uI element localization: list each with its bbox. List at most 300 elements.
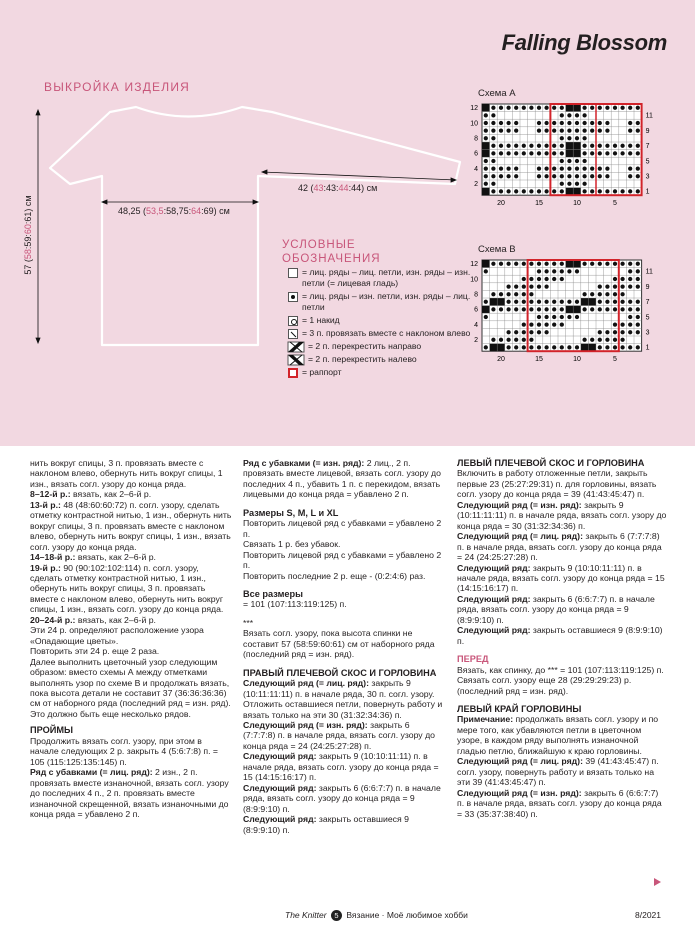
col-label: 15 — [535, 200, 543, 208]
row-label: 6 — [474, 306, 478, 314]
col-label: 20 — [497, 356, 505, 364]
purl-dot — [628, 189, 632, 193]
purl-dot — [590, 307, 594, 311]
purl-dot — [636, 315, 640, 319]
purl-dot — [529, 330, 533, 334]
purl-dot — [544, 277, 548, 281]
purl-dot — [484, 166, 488, 170]
purl-dot — [560, 315, 564, 319]
purl-dot — [628, 121, 632, 125]
purl-dot — [628, 284, 632, 288]
purl-dot — [582, 136, 586, 140]
schematic-heading: ВЫКРОЙКА ИЗДЕЛИЯ — [44, 80, 191, 94]
purl-dot — [484, 345, 488, 349]
purl-dot — [628, 345, 632, 349]
purl-dot — [544, 166, 548, 170]
row-label: 4 — [474, 165, 478, 173]
row-label: 8 — [474, 291, 478, 299]
row-label: 12 — [470, 105, 478, 113]
purl-dot — [620, 300, 624, 304]
purl-dot — [605, 300, 609, 304]
purl-dot — [560, 269, 564, 273]
purl-dot — [544, 284, 548, 288]
cable-cell — [482, 104, 490, 112]
purl-dot — [552, 345, 556, 349]
row-label: 3 — [645, 329, 650, 337]
purl-dot — [514, 330, 518, 334]
purl-dot — [598, 144, 602, 148]
purl-dot — [582, 307, 586, 311]
purl-dot — [529, 106, 533, 110]
cable-cell — [497, 344, 505, 352]
purl-dot — [506, 292, 510, 296]
purl-dot — [529, 284, 533, 288]
cable-cell — [573, 188, 581, 196]
purl-dot — [522, 300, 526, 304]
purl-dot — [567, 345, 571, 349]
purl-dot — [620, 292, 624, 296]
purl-dot — [575, 300, 579, 304]
purl-dot — [552, 269, 556, 273]
purl-dot — [636, 144, 640, 148]
purl-dot — [491, 292, 495, 296]
purl-dot — [506, 307, 510, 311]
purl-dot — [636, 262, 640, 266]
purl-dot — [582, 121, 586, 125]
purl-dot — [506, 121, 510, 125]
purl-dot — [544, 345, 548, 349]
purl-dot — [506, 166, 510, 170]
purl-dot — [567, 136, 571, 140]
purl-dot — [620, 284, 624, 288]
col-label: 10 — [573, 200, 581, 208]
purl-dot — [506, 300, 510, 304]
purl-dot — [605, 151, 609, 155]
purl-dot — [590, 166, 594, 170]
row-label: 2 — [474, 337, 478, 345]
purl-dot — [620, 189, 624, 193]
purl-dot — [620, 144, 624, 148]
purl-dot — [582, 292, 586, 296]
purl-dot — [491, 159, 495, 163]
purl-dot — [560, 277, 564, 281]
purl-dot — [544, 307, 548, 311]
row-label: 1 — [645, 188, 650, 196]
purl-dot — [613, 106, 617, 110]
purl-dot — [544, 189, 548, 193]
purl-dot — [522, 144, 526, 148]
legend — [288, 267, 488, 380]
purl-dot — [613, 189, 617, 193]
row-label: 10 — [470, 276, 478, 284]
purl-dot — [628, 322, 632, 326]
purl-dot — [598, 166, 602, 170]
purl-dot — [484, 300, 488, 304]
purl-dot — [620, 322, 624, 326]
cable-cell — [497, 298, 505, 306]
purl-dot — [636, 128, 640, 132]
legend-item: = 1 накид — [288, 315, 488, 326]
purl-dot — [613, 330, 617, 334]
col-label: 5 — [613, 356, 617, 364]
purl-dot — [613, 307, 617, 311]
purl-dot — [544, 151, 548, 155]
purl-dot — [590, 338, 594, 342]
purl-dot — [537, 151, 541, 155]
purl-dot — [598, 292, 602, 296]
purl-dot — [537, 315, 541, 319]
purl-dot — [628, 144, 632, 148]
purl-dot — [522, 292, 526, 296]
purl-dot — [628, 128, 632, 132]
purl-dot — [636, 322, 640, 326]
purl-dot — [529, 322, 533, 326]
purl-dot — [605, 330, 609, 334]
purl-dot — [575, 174, 579, 178]
purl-dot — [491, 182, 495, 186]
purl-dot — [582, 128, 586, 132]
purl-dot — [636, 151, 640, 155]
section-heading: Все размеры — [243, 588, 303, 599]
row-label: 11 — [645, 112, 653, 120]
purl-dot — [598, 128, 602, 132]
purl-dot — [544, 128, 548, 132]
purl-dot — [636, 269, 640, 273]
purl-dot — [537, 284, 541, 288]
purl-dot — [506, 106, 510, 110]
purl-dot — [567, 113, 571, 117]
purl-dot — [506, 144, 510, 148]
purl-dot — [636, 166, 640, 170]
purl-dot — [499, 262, 503, 266]
purl-dot — [628, 277, 632, 281]
purl-dot — [529, 262, 533, 266]
purl-dot — [620, 345, 624, 349]
footer-brand: The Knitter 5 Вязание · Моё любимое хобби — [285, 910, 468, 921]
section-heading: ПРАВЫЙ ПЛЕЧЕВОЙ СКОС И ГОРЛОВИНА — [243, 667, 437, 678]
purl-dot — [560, 182, 564, 186]
purl-dot — [613, 262, 617, 266]
cable-cell — [490, 298, 498, 306]
purl-dot — [628, 330, 632, 334]
purl-dot — [620, 151, 624, 155]
purl-dot — [605, 307, 609, 311]
purl-dot — [491, 166, 495, 170]
purl-dot — [628, 262, 632, 266]
purl-dot — [499, 151, 503, 155]
purl-dot — [506, 151, 510, 155]
row-label: 1 — [645, 344, 650, 352]
row-label: 10 — [470, 120, 478, 128]
purl-dot — [491, 113, 495, 117]
purl-dot — [613, 338, 617, 342]
purl-dot — [537, 345, 541, 349]
purl-dot — [484, 174, 488, 178]
issue-date: 8/2021 — [635, 910, 661, 920]
purl-dot — [605, 121, 609, 125]
purl-dot-icon — [288, 292, 298, 302]
purl-dot — [506, 189, 510, 193]
purl-dot — [544, 144, 548, 148]
cable-cell — [573, 142, 581, 150]
purl-dot — [636, 174, 640, 178]
purl-dot — [514, 292, 518, 296]
purl-dot — [514, 189, 518, 193]
purl-dot — [613, 345, 617, 349]
purl-dot — [636, 330, 640, 334]
cable-cell — [588, 298, 596, 306]
purl-dot — [590, 128, 594, 132]
purl-dot — [590, 189, 594, 193]
purl-dot — [560, 159, 564, 163]
purl-dot — [484, 121, 488, 125]
purl-dot — [552, 151, 556, 155]
row-label: 9 — [645, 127, 650, 135]
purl-dot — [620, 106, 624, 110]
purl-dot — [636, 307, 640, 311]
purl-dot — [636, 277, 640, 281]
cable-cell — [566, 142, 574, 150]
purl-dot — [484, 136, 488, 140]
purl-dot — [522, 338, 526, 342]
purl-dot — [598, 300, 602, 304]
purl-dot — [605, 174, 609, 178]
purl-dot — [522, 330, 526, 334]
cable-cell — [566, 260, 574, 268]
purl-dot — [605, 345, 609, 349]
purl-dot — [491, 106, 495, 110]
purl-dot — [529, 144, 533, 148]
purl-dot — [544, 315, 548, 319]
purl-dot — [560, 144, 564, 148]
purl-dot — [582, 151, 586, 155]
purl-dot — [567, 300, 571, 304]
purl-dot — [514, 307, 518, 311]
purl-dot — [552, 300, 556, 304]
purl-dot — [582, 144, 586, 148]
purl-dot — [522, 106, 526, 110]
purl-dot — [582, 159, 586, 163]
purl-dot — [491, 189, 495, 193]
purl-dot — [560, 106, 564, 110]
purl-dot — [537, 269, 541, 273]
purl-dot — [522, 322, 526, 326]
purl-dot — [506, 345, 510, 349]
purl-dot — [567, 174, 571, 178]
row-label: 12 — [470, 261, 478, 269]
decrease-icon — [288, 329, 298, 339]
purl-dot — [590, 174, 594, 178]
purl-dot — [499, 121, 503, 125]
purl-dot — [522, 262, 526, 266]
text-column-2: Ряд с убавками (= изн. ряд): 2 лиц., 2 п. провязать вместе лицевой, вязать согл. узору до последних 4 п., убавить 1 п. с перекидом, вязать лицевыми до конца ряда = убавлено 2 п. Размеры S, M, L и XL Повторить лицевой ряд с убавками = убавлено 2 п. Связать 1 р. без убавок. Повторить лицевой ряд с убавками = убавлено 2 п. Повторить последние 2 р. еще - (0:2:4:6) раз. Все размеры = 101 (107:113:119:125) п. *** Вязать согл. узору, пока высота спинки не составит 57 (58:59:60:61) см от наборного ряда (последний ряд = изн. ряд). ПРАВЫЙ ПЛЕЧЕВОЙ СКОС И ГОРЛОВИНА Следующий ряд (= лиц. ряд): закрыть 9 (10:11:11:11) п. в начале ряда, 30 п. согл. узору. Отложить оставшиеся петли, повернуть работу и вязать только на эти 30 (31:32:34:36) п. Следующий ряд (= изн. ряд): закрыть 6 (7:7:7:8) п. в начале ряда, вязать согл. узору до конца ряда = 24 (24:25:27:28) п. Следующий ряд: закрыть 9 (10:10:11:11) п. в начале ряда, вязать согл. узору до конца ряда = 15 (14:15:16:17) п. Следующий ряд: закрыть 6 (6:6:7:7) п. в начале ряда, вязать согл. узору до конца ряда = 9 (8:9:9:10) п. Следующий ряд: закрыть оставшиеся 9 (8:9:9:10) п. — [243, 458, 443, 835]
purl-dot — [628, 269, 632, 273]
cable-cell — [588, 344, 596, 352]
width-dimension: 48,25 (53,5:58,75:64:69) см — [118, 206, 230, 216]
col-label: 10 — [573, 356, 581, 364]
purl-dot — [544, 262, 548, 266]
purl-dot — [560, 113, 564, 117]
purl-dot — [529, 345, 533, 349]
purl-dot — [529, 151, 533, 155]
purl-dot — [499, 189, 503, 193]
purl-dot — [590, 106, 594, 110]
col-label: 15 — [535, 356, 543, 364]
purl-dot — [552, 277, 556, 281]
row-label: 6 — [474, 150, 478, 158]
purl-dot — [605, 292, 609, 296]
purl-dot — [537, 174, 541, 178]
purl-dot — [544, 121, 548, 125]
purl-dot — [628, 166, 632, 170]
purl-dot — [499, 106, 503, 110]
purl-dot — [552, 121, 556, 125]
purl-dot — [582, 166, 586, 170]
purl-dot — [537, 128, 541, 132]
cable-cell — [573, 150, 581, 158]
purl-dot — [598, 189, 602, 193]
purl-dot — [529, 300, 533, 304]
purl-dot — [544, 322, 548, 326]
purl-dot — [605, 106, 609, 110]
purl-dot — [491, 174, 495, 178]
purl-dot — [522, 345, 526, 349]
purl-dot — [567, 128, 571, 132]
row-label: 8 — [474, 135, 478, 143]
continue-arrow-icon — [654, 878, 661, 886]
purl-dot — [560, 262, 564, 266]
purl-dot — [613, 300, 617, 304]
row-label: 11 — [645, 268, 653, 276]
purl-dot — [575, 269, 579, 273]
purl-dot — [582, 113, 586, 117]
purl-dot — [628, 151, 632, 155]
purl-dot — [628, 315, 632, 319]
purl-dot — [506, 284, 510, 288]
purl-dot — [620, 262, 624, 266]
chart-b-label: Схема В — [478, 244, 516, 255]
purl-dot — [575, 182, 579, 186]
purl-dot — [537, 277, 541, 281]
purl-dot — [598, 345, 602, 349]
purl-dot — [560, 345, 564, 349]
purl-dot — [514, 174, 518, 178]
purl-dot — [628, 300, 632, 304]
purl-dot — [598, 262, 602, 266]
purl-dot — [537, 300, 541, 304]
col-label: 20 — [497, 200, 505, 208]
purl-dot — [575, 315, 579, 319]
purl-dot — [567, 121, 571, 125]
purl-dot — [582, 189, 586, 193]
purl-dot — [605, 166, 609, 170]
purl-dot — [620, 277, 624, 281]
purl-dot — [499, 128, 503, 132]
purl-dot — [560, 322, 564, 326]
legend-heading: УСЛОВНЫЕ ОБОЗНАЧЕНИЯ — [282, 239, 381, 265]
cable-cell — [566, 306, 574, 314]
purl-dot — [636, 121, 640, 125]
row-label: 3 — [645, 173, 650, 181]
chart-b-grid — [470, 256, 666, 374]
purl-dot — [552, 307, 556, 311]
cross-right-icon — [288, 342, 304, 352]
purl-dot — [590, 292, 594, 296]
purl-dot — [491, 128, 495, 132]
purl-dot — [575, 166, 579, 170]
purl-dot — [560, 174, 564, 178]
purl-dot — [552, 128, 556, 132]
purl-dot — [544, 174, 548, 178]
section-heading: Размеры S, M, L и XL — [243, 507, 339, 518]
purl-dot — [484, 113, 488, 117]
purl-dot — [567, 159, 571, 163]
purl-dot — [484, 128, 488, 132]
purl-dot — [552, 315, 556, 319]
purl-dot — [514, 128, 518, 132]
purl-dot — [529, 338, 533, 342]
legend-item: = лиц. ряды – лиц. петли, изн. ряды – изн. петли (= лицевая гладь) — [288, 267, 488, 289]
purl-dot — [537, 121, 541, 125]
row-label: 5 — [645, 158, 650, 166]
purl-dot — [628, 106, 632, 110]
cable-cell — [490, 344, 498, 352]
legend-item: = лиц. ряды – изн. петли, изн. ряды – лиц. петли — [288, 291, 488, 313]
row-label: 7 — [645, 299, 650, 307]
purl-dot — [590, 121, 594, 125]
purl-dot — [582, 182, 586, 186]
purl-dot — [598, 151, 602, 155]
purl-dot — [522, 151, 526, 155]
purl-dot — [514, 144, 518, 148]
purl-dot — [560, 300, 564, 304]
purl-dot — [560, 166, 564, 170]
purl-dot — [628, 307, 632, 311]
purl-dot — [537, 189, 541, 193]
section-heading: ЛЕВЫЙ КРАЙ ГОРЛОВИНЫ — [457, 703, 582, 714]
purl-dot — [529, 307, 533, 311]
cable-cell — [573, 104, 581, 112]
section-heading: ПЕРЕД — [457, 654, 489, 665]
purl-dot — [537, 262, 541, 266]
purl-dot — [636, 345, 640, 349]
purl-dot — [522, 284, 526, 288]
purl-dot — [620, 307, 624, 311]
purl-dot — [598, 338, 602, 342]
col-label: 5 — [613, 200, 617, 208]
purl-dot — [620, 330, 624, 334]
purl-dot — [605, 338, 609, 342]
purl-dot — [605, 128, 609, 132]
purl-dot — [529, 189, 533, 193]
purl-dot — [544, 300, 548, 304]
purl-dot — [514, 166, 518, 170]
cable-cell — [566, 104, 574, 112]
purl-dot — [598, 284, 602, 288]
purl-dot — [552, 106, 556, 110]
purl-dot — [537, 166, 541, 170]
cable-cell — [581, 298, 589, 306]
row-label: 2 — [474, 181, 478, 189]
purl-dot — [636, 189, 640, 193]
purl-dot — [575, 121, 579, 125]
purl-dot — [605, 284, 609, 288]
purl-dot — [613, 151, 617, 155]
purl-dot — [484, 269, 488, 273]
purl-dot — [506, 262, 510, 266]
row-label: 9 — [645, 283, 650, 291]
purl-dot — [613, 144, 617, 148]
